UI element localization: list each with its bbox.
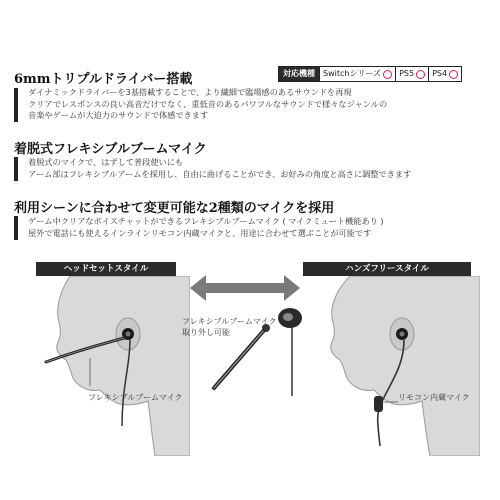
caption-detachable-mic <box>182 316 277 338</box>
platform-ps4 <box>428 67 461 81</box>
section-body-boom-mic <box>28 157 411 180</box>
handsfree-style-illustration <box>320 276 480 456</box>
circle-mark-icon <box>416 70 425 79</box>
section-line: アーム部はフレキシブルアームを採用し、自由に曲げることができ、お好みの角度と高さに調整できます <box>28 168 412 179</box>
detachable-boom-mic-illustration <box>200 300 310 400</box>
section-accent-bar <box>14 216 18 240</box>
platform-switch <box>319 67 395 81</box>
platform-switch-label: Switchシリーズ <box>323 69 382 78</box>
handsfree-style-header: ハンズフリースタイル <box>303 262 471 276</box>
section-title-two-mics: 利用シーンに合わせて変更可能な2種類のマイクを採用 <box>14 201 335 216</box>
caption-remote-mic: リモコン内蔵マイク <box>398 393 470 402</box>
section-accent-bar <box>14 88 18 122</box>
section-title-driver: 6mmトリプルドライバー搭載 <box>14 72 193 87</box>
caption-line: フレキシブルブームマイク <box>182 317 277 326</box>
platform-ps4-label: PS4 <box>432 69 448 78</box>
section-line: 着脱式のマイクで、はずして普段使いにも <box>28 157 184 167</box>
platform-ps5 <box>395 67 428 81</box>
circle-mark-icon <box>449 70 458 79</box>
section-line: 音楽やゲームが大迫力のサウンドで体感できます <box>28 110 209 120</box>
section-body-driver <box>28 87 387 122</box>
section-title-boom-mic: 着脱式フレキシブルブームマイク <box>14 142 207 157</box>
double-arrow-icon <box>190 275 300 301</box>
compatibility-bar <box>278 66 462 82</box>
section-line: ダイナミックドライバーを3基搭載することで、より繊細で臨場感のあるサウンドを再現 <box>28 87 352 97</box>
section-accent-bar <box>14 157 18 181</box>
caption-boom-mic: フレキシブルブームマイク <box>88 393 183 402</box>
platform-ps5-label: PS5 <box>399 69 415 78</box>
section-line: 屋外で電話にも使えるインラインリモコン内蔵マイクと、用途に合わせて選ぶことが可能です <box>28 227 372 238</box>
compatibility-label: 対応機種 <box>279 67 319 81</box>
caption-line: 取り外し可能 <box>182 328 230 337</box>
headset-style-header: ヘッドセットスタイル <box>36 262 176 276</box>
headset-style-illustration <box>40 276 190 456</box>
section-line: ゲーム中クリアなボイスチャットができるフレキシブルブームマイク ( マイクミュート機能あり ) <box>28 216 384 226</box>
section-line: クリアでレスポンスの良い高音だけでなく、重低音のあるパワフルなサウンドで様々なジャンルの <box>28 98 388 109</box>
section-body-two-mics <box>28 216 384 239</box>
circle-mark-icon <box>383 70 392 79</box>
